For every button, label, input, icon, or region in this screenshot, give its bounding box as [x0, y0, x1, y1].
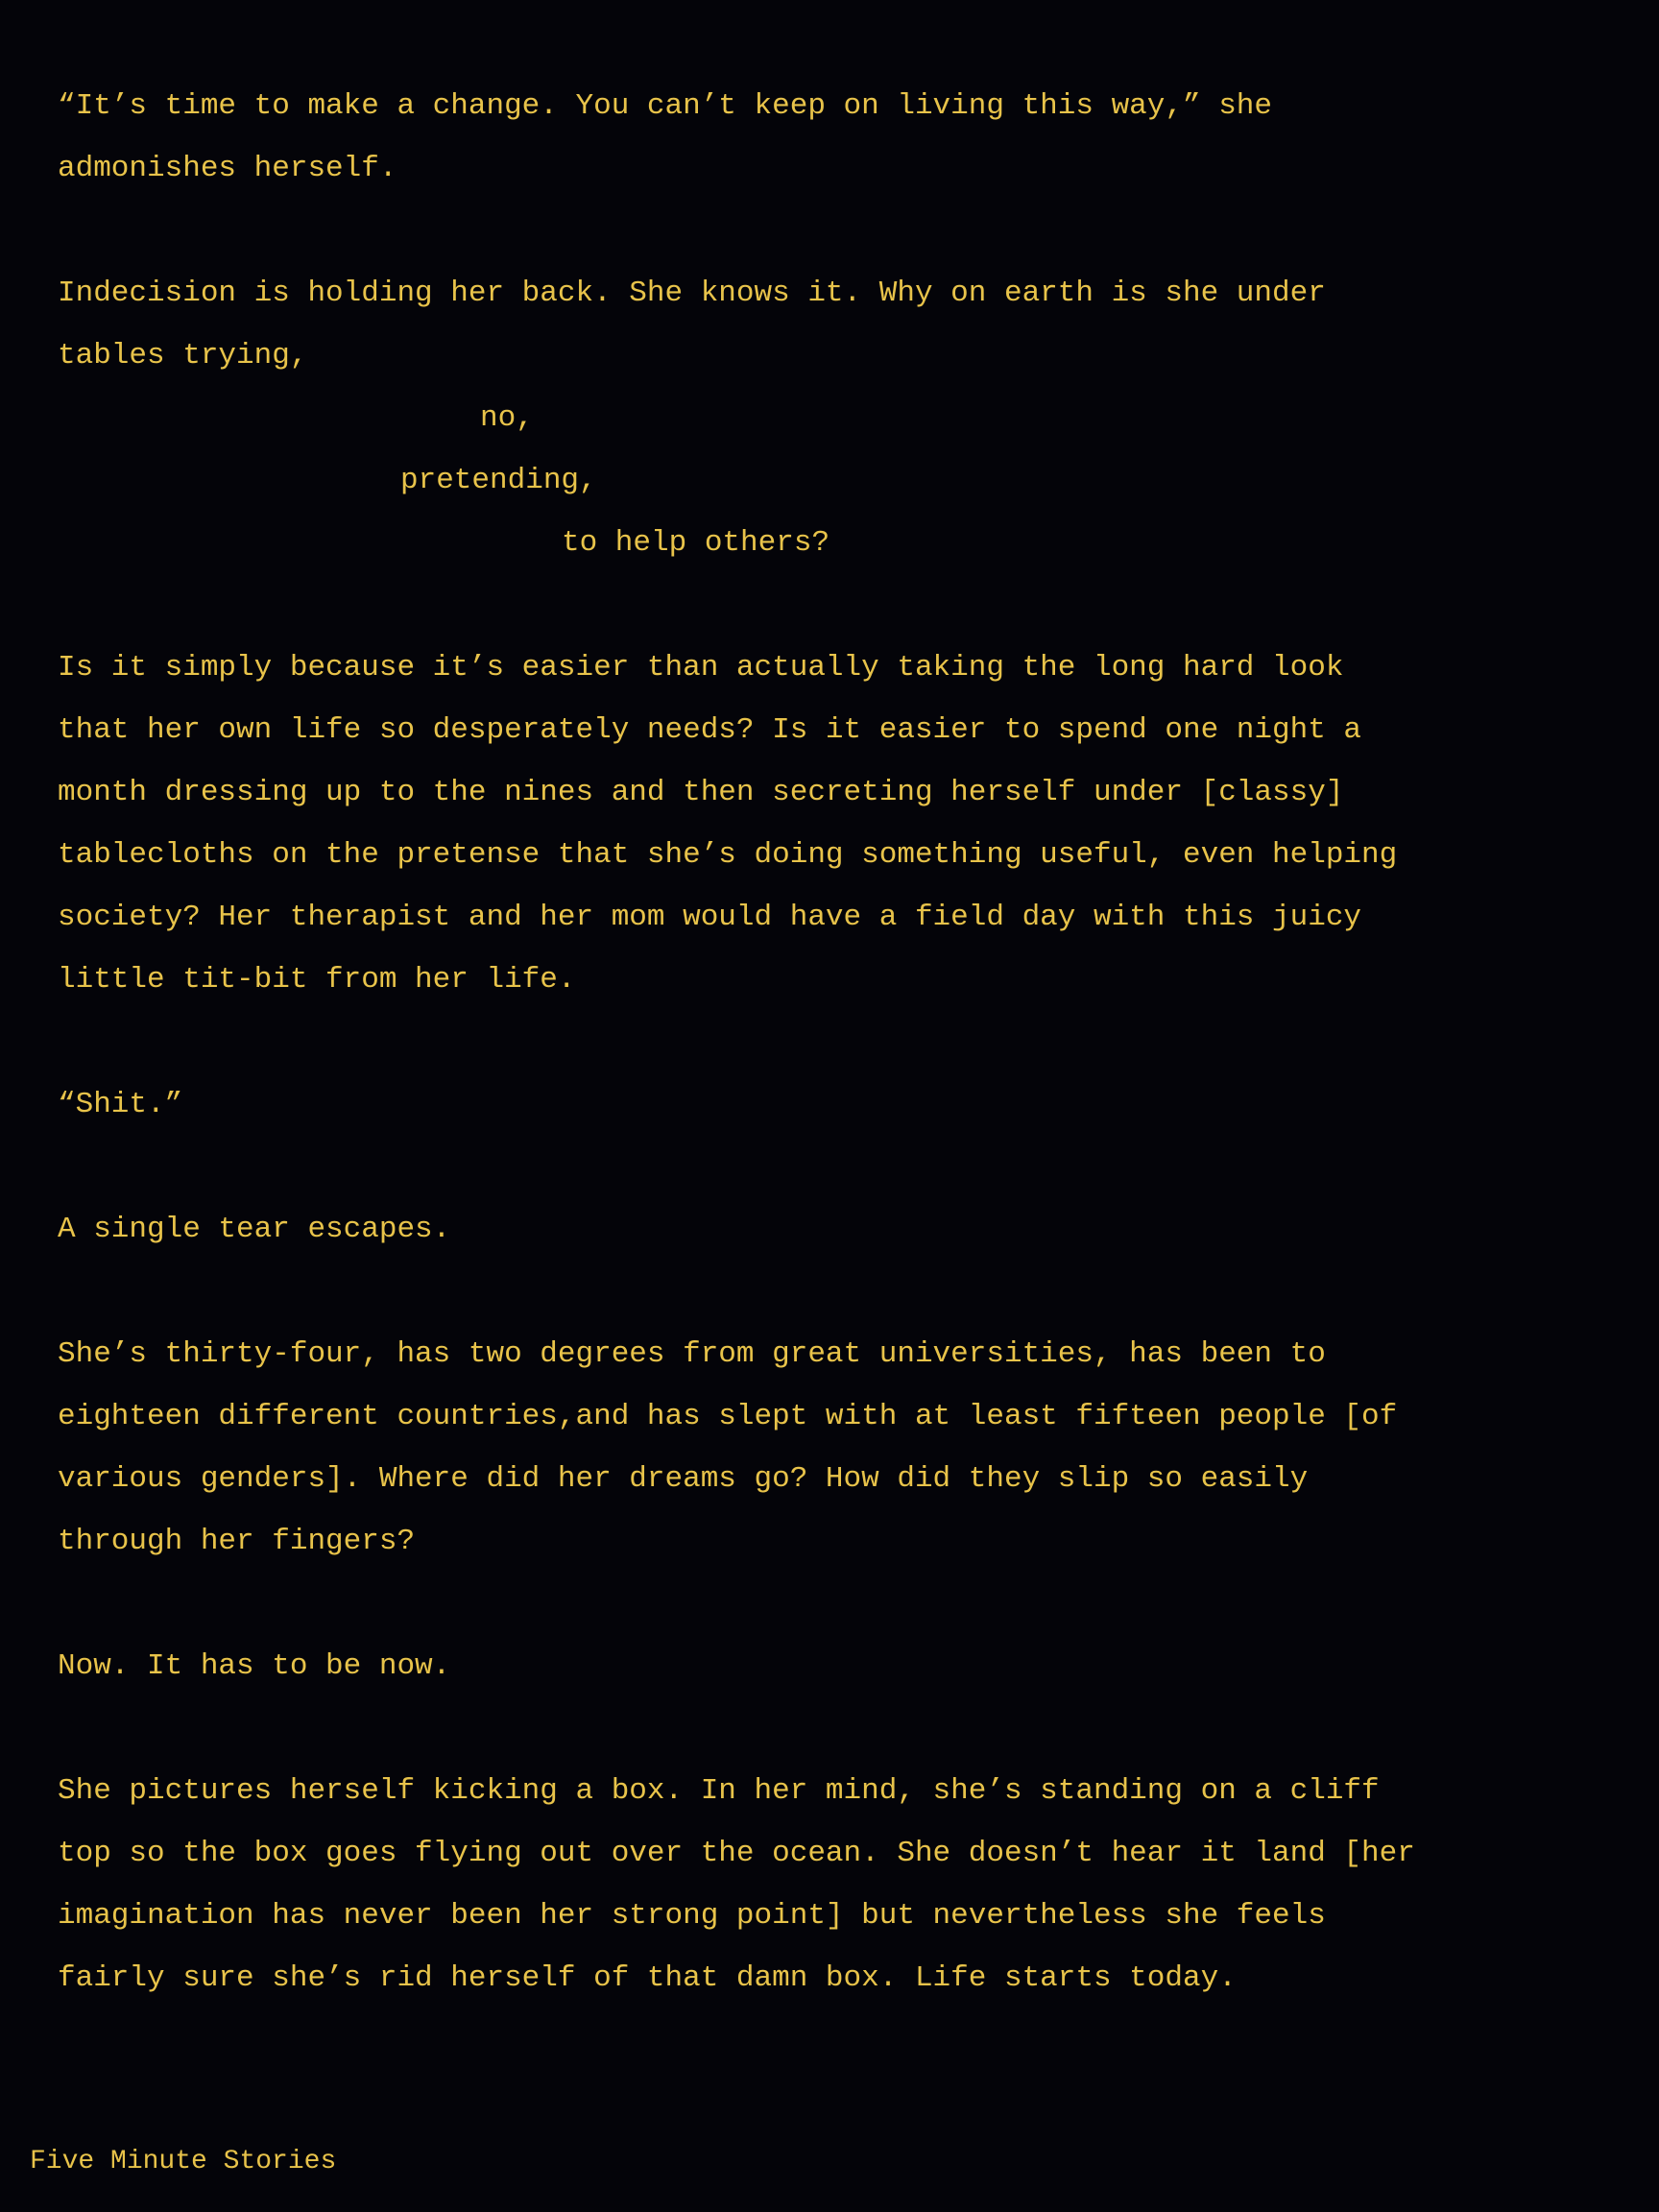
paragraph-6-line-3: various genders]. Where did her dreams go? How did they slip so easily — [58, 1462, 1309, 1496]
staggered-line-no: no, — [480, 401, 534, 435]
paragraph-1-line-2: admonishes herself. — [58, 152, 397, 185]
footer-series-label: Five Minute Stories — [30, 2147, 337, 2176]
paragraph-3-line-5: society? Her therapist and her mom would have a field day with this juicy — [58, 901, 1362, 934]
paragraph-6-line-4: through her fingers? — [58, 1525, 416, 1558]
paragraph-7-line-1: Now. It has to be now. — [58, 1649, 451, 1683]
paragraph-3-line-6: little tit-bit from her life. — [58, 963, 576, 997]
paragraph-1-line-1: “It’s time to make a change. You can’t keep on living this way,” she — [58, 89, 1273, 123]
paragraph-2-line-2: tables trying, — [58, 339, 308, 373]
paragraph-8-line-2: top so the box goes flying out over the ocean. She doesn’t hear it land [her — [58, 1837, 1415, 1870]
paragraph-6-line-1: She’s thirty-four, has two degrees from great universities, has been to — [58, 1337, 1326, 1371]
paragraph-8-line-3: imagination has never been her strong point] but nevertheless she feels — [58, 1899, 1326, 1933]
paragraph-6-line-2: eighteen different countries,and has slept with at least fifteen people [of — [58, 1400, 1398, 1433]
paragraph-2-line-1: Indecision is holding her back. She knows it. Why on earth is she under — [58, 276, 1326, 310]
paragraph-spacer — [58, 200, 1632, 262]
paragraph-8-line-4: fairly sure she’s rid herself of that damn box. Life starts today. — [58, 1961, 1237, 1995]
paragraph-spacer — [58, 1573, 1632, 1635]
paragraph-3-line-3: month dressing up to the nines and then secreting herself under [classy] — [58, 776, 1344, 809]
staggered-line-pretending: pretending, — [400, 464, 597, 497]
paragraph-4-line-1: “Shit.” — [58, 1088, 183, 1121]
paragraph-spacer — [58, 1261, 1632, 1323]
paragraph-spacer — [58, 574, 1632, 637]
paragraph-3-line-1: Is it simply because it’s easier than actually taking the long hard look — [58, 651, 1344, 685]
story-text — [58, 75, 1632, 2009]
staggered-line-help: to help others? — [562, 526, 830, 560]
paragraph-spacer — [58, 1011, 1632, 1073]
paragraph-5-line-1: A single tear escapes. — [58, 1213, 451, 1246]
paragraph-spacer — [58, 1697, 1632, 1760]
paragraph-3-line-2: that her own life so desperately needs? Is it easier to spend one night a — [58, 713, 1362, 747]
paragraph-spacer — [58, 1136, 1632, 1198]
paragraph-8-line-1: She pictures herself kicking a box. In her mind, she’s standing on a cliff — [58, 1774, 1380, 1808]
paragraph-3-line-4: tablecloths on the pretense that she’s doing something useful, even helping — [58, 838, 1398, 872]
